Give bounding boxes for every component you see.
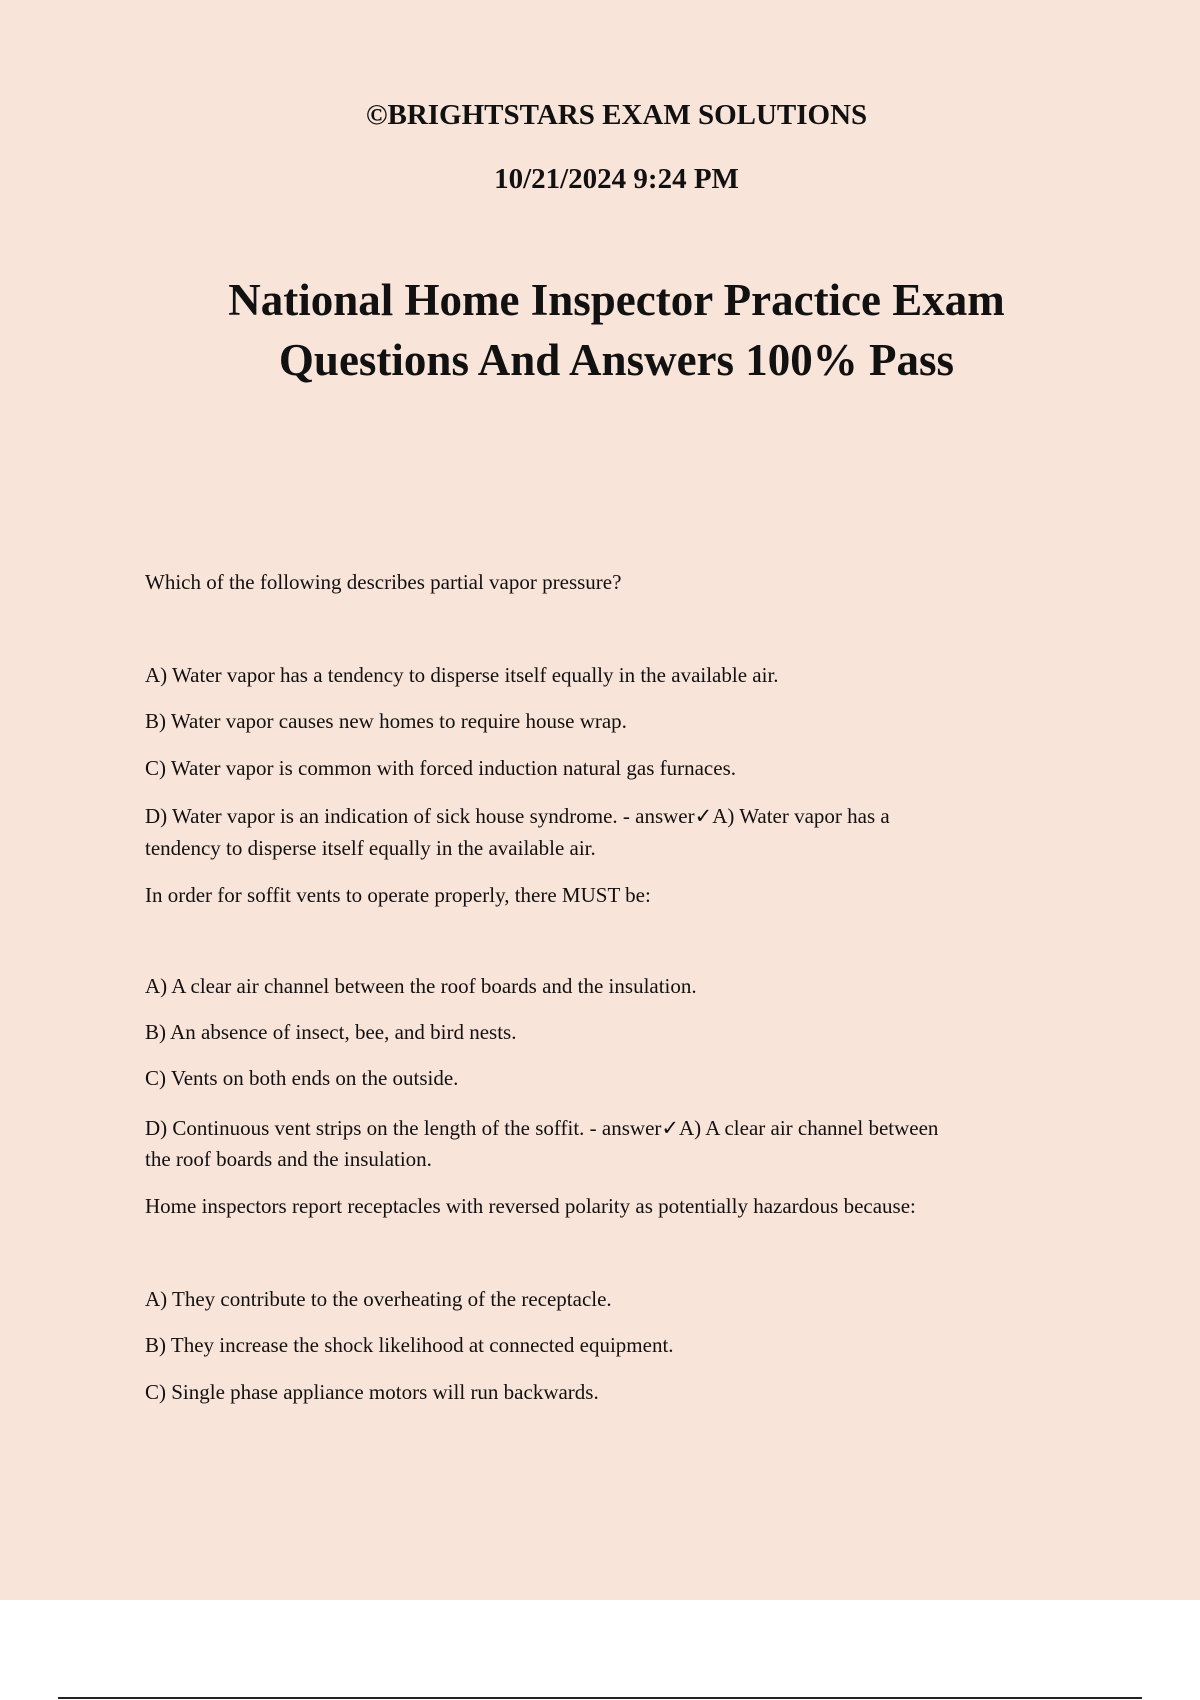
answer-option-continued: the roof boards and the insulation. <box>145 1147 432 1171</box>
question-prompt: Home inspectors report receptacles with reversed polarity as potentially hazardous because: <box>145 1194 916 1218</box>
question-prompt: Which of the following describes partial vapor pressure? <box>145 570 622 594</box>
footer-divider <box>58 1697 1142 1699</box>
document-title <box>0 270 1200 390</box>
answer-option: B) An absence of insect, bee, and bird nests. <box>145 1020 517 1044</box>
title-line-1: National Home Inspector Practice Exam <box>228 275 1005 325</box>
answer-option: D) Continuous vent strips on the length of the soffit. - answer✓A) A clear air channel between <box>145 1116 939 1140</box>
question-prompt: In order for soffit vents to operate properly, there MUST be: <box>145 883 651 907</box>
document-datetime: 10/21/2024 9:24 PM <box>494 163 739 195</box>
answer-option: A) A clear air channel between the roof boards and the insulation. <box>145 974 697 998</box>
answer-option: A) Water vapor has a tendency to disperse itself equally in the available air. <box>145 663 779 687</box>
answer-option: B) Water vapor causes new homes to require house wrap. <box>145 709 627 733</box>
answer-option-continued: tendency to disperse itself equally in the available air. <box>145 836 596 860</box>
answer-option: C) Single phase appliance motors will run backwards. <box>145 1380 599 1404</box>
title-line-2: Questions And Answers 100% Pass <box>278 335 955 385</box>
answer-option: D) Water vapor is an indication of sick house syndrome. - answer✓A) Water vapor has a <box>145 804 890 828</box>
answer-option: C) Water vapor is common with forced induction natural gas furnaces. <box>145 756 736 780</box>
answer-option: C) Vents on both ends on the outside. <box>145 1066 459 1090</box>
answer-option: B) They increase the shock likelihood at connected equipment. <box>145 1333 674 1357</box>
brand-header: ©BRIGHTSTARS EXAM SOLUTIONS <box>365 99 868 131</box>
answer-option: A) They contribute to the overheating of the receptacle. <box>145 1287 612 1311</box>
